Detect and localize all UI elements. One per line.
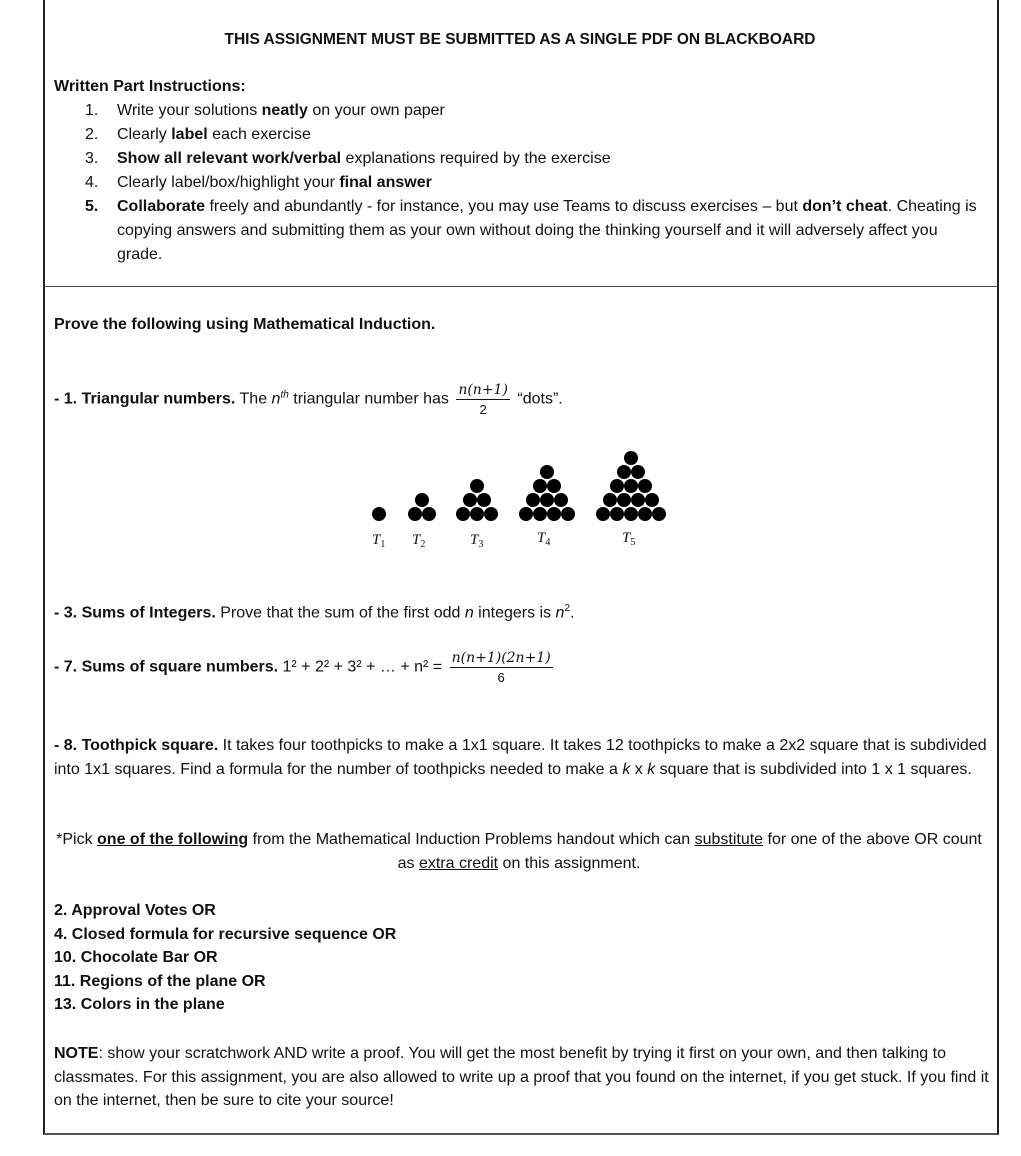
page-title: THIS ASSIGNMENT MUST BE SUBMITTED AS A SINGLE PDF ON BLACKBOARD (224, 31, 816, 48)
instruction-item: 4. Clearly label/box/highlight your final answer (85, 174, 432, 191)
label-t5: $T_5$ (622, 530, 636, 548)
label-t4: $T_4$ (537, 530, 551, 548)
instruction-item: 2. Clearly label each exercise (85, 126, 311, 143)
problem-3: - 3. Sums of Integers. Prove that the sum of the first odd n integers is $n^2$. (54, 603, 575, 622)
problem-8: - 8. Toothpick square. It takes four toothpicks to make a 1x1 square. It takes 12 toothpicks to make a 2x2 square that is subdivided into 1x1 squares. Find a formula for the number of toothpicks needed to make a k x k square that is subdivided into 1 x 1 squares. (54, 737, 987, 778)
label-t1: $T_1$ (372, 532, 386, 550)
choice-list (54, 899, 396, 1017)
label-t3: $T_3$ (470, 532, 484, 550)
instructions-heading: Written Part Instructions: (54, 78, 246, 95)
fraction: $\frac{n(n+1)}{2}$ (458, 382, 508, 417)
instruction-item: 3. Show all relevant work/verbal explanations required by the exercise (85, 150, 611, 167)
choice-item: 13. Colors in the plane (54, 996, 225, 1013)
choice-item: 2. Approval Votes OR (54, 902, 216, 919)
problem-1: - 1. Triangular numbers. The $n^{th}$ triangular number has $\frac{n(n+1)}{2}$ “dots”. (54, 382, 563, 417)
section-heading: Prove the following using Mathematical Induction. (54, 316, 436, 333)
instructions-list (54, 99, 984, 267)
instruction-item: 1. Write your solutions neatly on your own paper (85, 102, 445, 119)
pick-instructions: *Pick one of the following from the Mathematical Induction Problems handout which can substitute for one of the above OR count as extra credit on this assignment. (56, 831, 982, 872)
choice-item: 10. Chocolate Bar OR (54, 949, 218, 966)
instruction-item: 5. Collaborate freely and abundantly - for instance, you may use Teams to discuss exercises – but don’t cheat. Cheating is copying answers and submitting them as your own without doing the thinking yourself and it will adversely affect you grade. (85, 198, 977, 263)
label-t2: $T_2$ (412, 532, 426, 550)
choice-item: 4. Closed formula for recursive sequence OR (54, 925, 397, 943)
choice-item: 11. Regions of the plane OR (54, 972, 266, 990)
triangular-numbers-figure (360, 440, 680, 550)
problem-7: - 7. Sums of square numbers. 1² + 2² + 3² + … + n² = $\frac{n(n+1)(2n+1)}{6}$ (54, 650, 551, 685)
fraction: $\frac{n(n+1)(2n+1)}{6}$ (451, 650, 551, 685)
note-paragraph: NOTE: show your scratchwork AND write a proof. You will get the most benefit by trying it first on your own, and then talking to classmates. For this assignment, you are also allowed to write up a proof that you found on the internet, if you get stuck. If you find it on the internet, then be sure to cite your source! (54, 1045, 989, 1109)
section-divider (43, 286, 997, 287)
